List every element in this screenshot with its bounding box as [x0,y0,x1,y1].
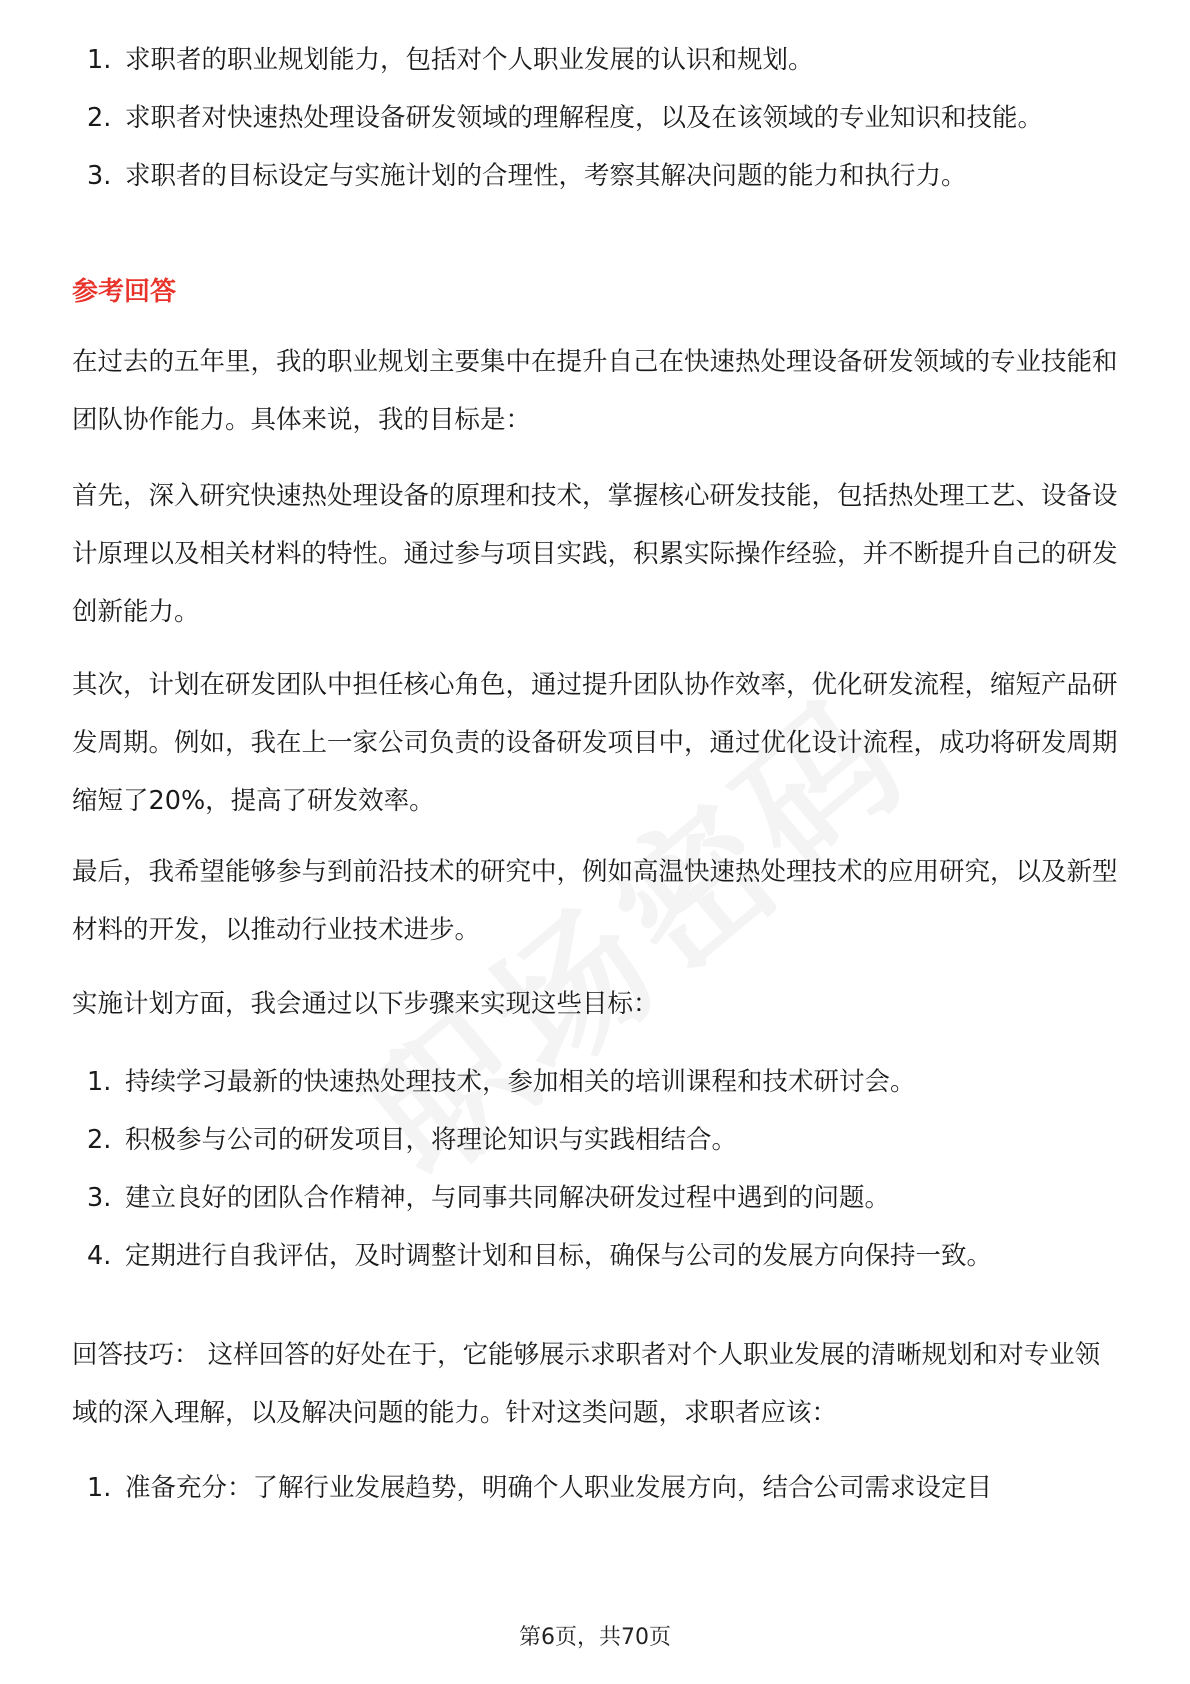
list-item-text: 持续学习最新的快速热处理技术，参加相关的培训课程和技术研讨会。 [125,1067,916,1097]
paragraph-last: 最后，我希望能够参与到前沿技术的研究中，例如高温快速热处理技术的应用研究，以及新型材料的开发，以推动行业技术进步。 [72,857,1118,945]
list-item [72,147,1122,205]
plan-steps-list [72,1053,1122,1285]
list-item-text: 定期进行自我评估，及时调整计划和目标，确保与公司的发展方向保持一致。 [125,1241,993,1271]
page-number-footer: 第6页，共70页 [519,1625,671,1650]
assessment-points-list [72,31,1122,205]
section-heading: 参考回答 [72,277,177,307]
list-item-text: 求职者对快速热处理设备研发领域的理解程度，以及在该领域的专业知识和技能。 [125,103,1044,133]
list-item [72,1227,1122,1285]
list-item-text: 求职者的职业规划能力，包括对个人职业发展的认识和规划。 [125,45,814,75]
list-item [72,1459,1122,1517]
list-item-text: 准备充分：了解行业发展趋势，明确个人职业发展方向，结合公司需求设定目 [125,1473,993,1503]
list-item [72,1053,1122,1111]
list-number: 1. [87,45,112,75]
list-item-text: 求职者的目标设定与实施计划的合理性，考察其解决问题的能力和执行力。 [125,161,967,191]
tips-list [72,1459,1122,1517]
list-number: 1. [87,1473,112,1503]
list-item [72,1169,1122,1227]
list-item-text: 积极参与公司的研发项目，将理论知识与实践相结合。 [125,1125,738,1155]
paragraph-intro: 在过去的五年里，我的职业规划主要集中在提升自己在快速热处理设备研发领域的专业技能和团队协作能力。具体来说，我的目标是： [72,347,1118,435]
list-item [72,89,1122,147]
list-number: 3. [87,161,112,191]
list-number: 3. [87,1183,112,1213]
list-number: 1. [87,1067,112,1097]
list-item [72,31,1122,89]
paragraph-first: 首先，深入研究快速热处理设备的原理和技术，掌握核心研发技能，包括热处理工艺、设备设计原理以及相关材料的特性。通过参与项目实践，积累实际操作经验，并不断提升自己的研发创新能力。 [72,481,1118,627]
paragraph-tips: 回答技巧： 这样回答的好处在于，它能够展示求职者对个人职业发展的清晰规划和对专业领域的深入理解，以及解决问题的能力。针对这类问题，求职者应该： [72,1340,1101,1428]
paragraph-second: 其次，计划在研发团队中担任核心角色，通过提升团队协作效率，优化研发流程，缩短产品研发周期。例如，我在上一家公司负责的设备研发项目中，通过优化设计流程，成功将研发周期缩短了20%，提高了研发效率。 [72,670,1118,816]
list-number: 2. [87,103,112,133]
list-number: 2. [87,1125,112,1155]
list-number: 4. [87,1241,112,1271]
list-item [72,1111,1122,1169]
paragraph-plan-intro: 实施计划方面，我会通过以下步骤来实现这些目标： [72,989,659,1019]
list-item-text: 建立良好的团队合作精神，与同事共同解决研发过程中遇到的问题。 [125,1183,891,1213]
